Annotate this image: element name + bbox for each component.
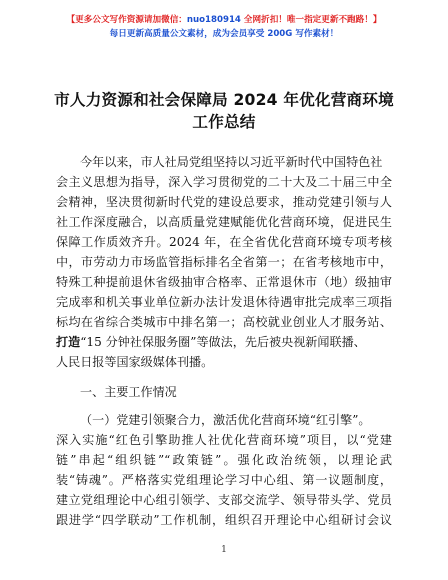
paragraph-1-line: 中，市劳动力市场监管指标排名全省第一；在省考核地市中， [56,255,392,269]
paragraph-1-line: 今年以来，市人社局党组坚持以习近平新时代中国特色社 [80,155,383,169]
paragraph-1-line: 完成率和机关事业单位新办法计发退休待遇审批完成率三项指 [56,295,392,309]
paragraph-2-line: （一）党建引领聚合力，激活优化营商环境“红引擎”。 [80,413,371,427]
paragraph-2-line: 建立党组理论中心组引领学、支部交流学、领导带头学、党员 [56,493,392,507]
promo-banner-line-1 [0,13,448,25]
promo-banner-line-2: 每日更新高质量公文素材，成为会员享受 200G 写作素材！ [109,29,339,39]
section-heading: 一、主要工作情况 [80,385,177,399]
paragraph-2-line: 装“铸魂”。严格落实党组理论学习中心组、第一议题制度， [56,473,392,487]
document-title-line-1: 市人力资源和社会保障局 2024 年优化营商环境 [54,91,394,109]
promo-wechat-id: nuo180914 [186,15,241,25]
paragraph-1-line: 社工作深度融合，以高质量党建赋能优化营商环境，促进民生 [56,215,392,229]
paragraph-1-line: 会精神，坚决贯彻新时代党的建设总要求，推动党建引领与人 [56,195,392,209]
promo-text-start: 【更多公文写作资源请加微信： [66,15,187,25]
paragraph-2-line: 深入实施“红色引擎助推人社优化营商环境”项目，以“党建 [56,433,392,447]
document-title-line-2: 工作总结 [192,113,256,131]
paragraph-2-line: 跟进学“四学联动”工作机制，组织召开理论中心组研讨会议 [56,513,392,527]
paragraph-1-line-rest: “15 分钟社保服务圈”等做法，先后被央视新闻联播、 [80,335,366,349]
paragraph-1-line: 保障工作质效齐升。2024 年，在全省优化营商环境专项考核 [56,235,392,249]
promo-text-end: 全网折扣！唯一指定更新不跑路！】 [240,15,382,25]
paragraph-1-line: 标均在省综合类城市中排名第一；高校就业创业人才服务站、 [56,315,392,329]
paragraph-1-line: 人民日报等国家级媒体刊播。 [56,355,214,369]
page-number: 1 [221,545,227,555]
paragraph-1-line [56,333,392,351]
paragraph-1-line: 特殊工种提前退休省级抽审合格率、正常退休市（地）级抽审 [56,275,392,289]
paragraph-1-line: 会主义思想为指导，深入学习贯彻党的二十大及二十届三中全 [56,175,392,189]
bold-word: 打造 [56,335,81,349]
paragraph-2-line: 链”串起“组织链”“政策链”。强化政治统领，以理论武 [56,453,392,467]
